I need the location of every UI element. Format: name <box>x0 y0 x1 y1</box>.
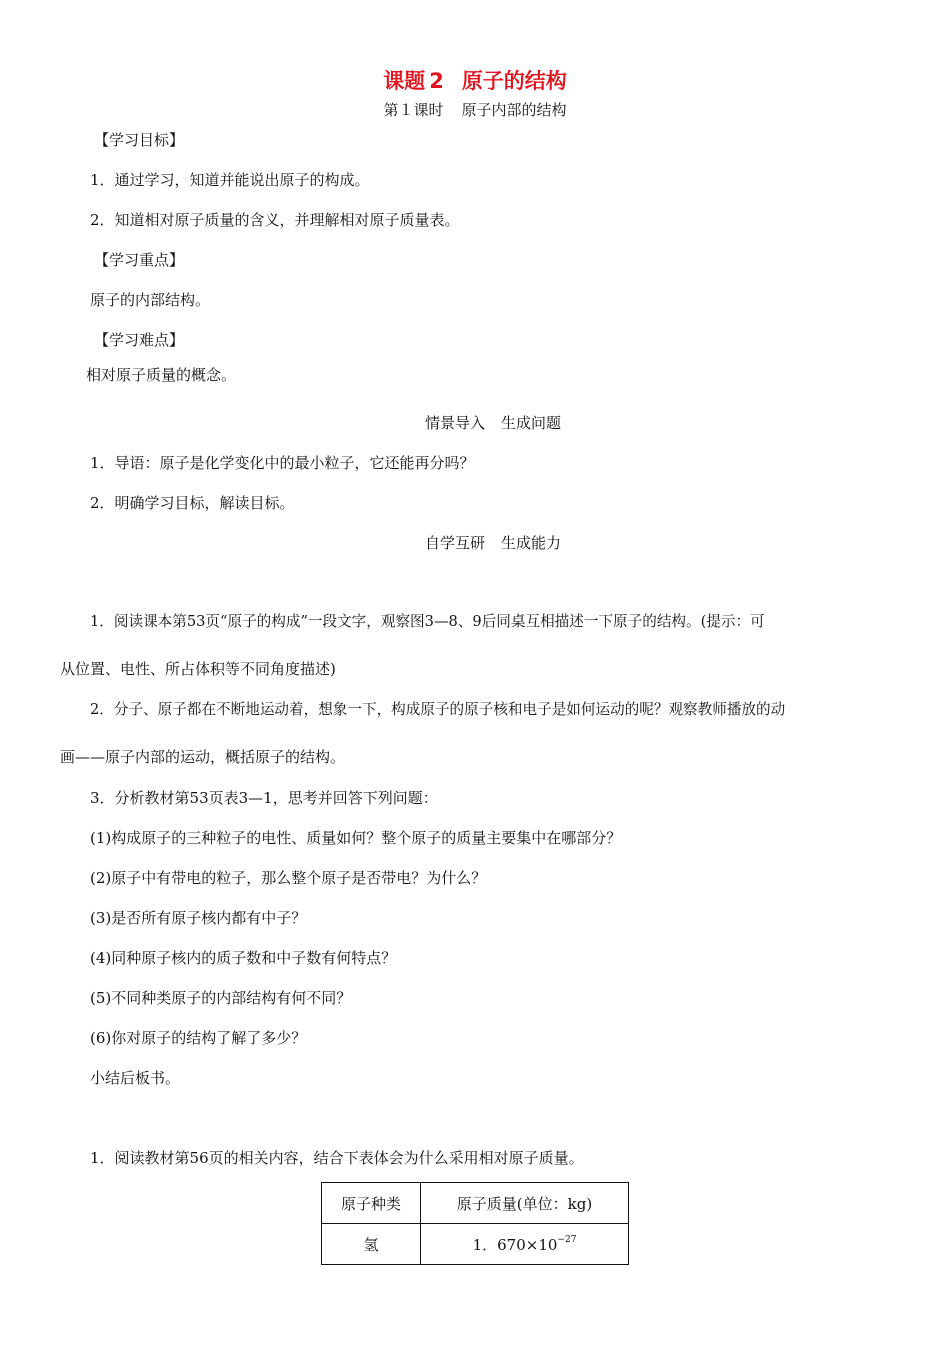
question-item-6: (6)你对原子的结构了解了多少？ <box>90 1029 307 1047</box>
page-subtitle <box>0 100 950 120</box>
self-study-paragraph-2-line-1: 2．分子、原子都在不断地运动着，想象一下，构成原子的原子核和电子是如何运动的呢？观察教师播放的动 <box>90 701 786 718</box>
title-number: 2 <box>429 69 444 93</box>
table-row <box>322 1224 629 1265</box>
self-study-paragraph-1-line-1: 1．阅读课本第53页“原子的构成”一段文字，观察图3—8、9后同桌互相描述一下原子的结构。(提示：可 <box>90 613 765 630</box>
question-item-4: (4)同种原子核内的质子数和中子数有何特点？ <box>90 949 397 967</box>
title-prefix: 课题 <box>383 69 426 93</box>
self-study-heading-right: 生成能力 <box>501 534 562 552</box>
self-study-paragraph-1-line-2: 从位置、电性、所占体积等不同角度描述) <box>60 660 336 678</box>
key-points-text: 原子的内部结构。 <box>90 291 211 309</box>
hydrogen-mass-exponent: −27 <box>557 1234 577 1245</box>
hydrogen-mass-mantissa: 1．670×10 <box>472 1235 558 1254</box>
difficulties-heading: 【学习难点】 <box>94 331 185 349</box>
self-study-paragraph-3: 3．分析教材第53页表3—1，思考并回答下列问题： <box>90 789 438 807</box>
table-cell-hydrogen-mass <box>421 1224 629 1265</box>
table-header-row <box>322 1183 629 1224</box>
objective-item-2: 2．知道相对原子质量的含义，并理解相对原子质量表。 <box>90 211 460 229</box>
question-item-2: (2)原子中有带电的粒子，那么整个原子是否带电？为什么？ <box>90 869 487 887</box>
scene-intro-item-2: 2．明确学习目标，解读目标。 <box>90 494 295 512</box>
objective-item-1: 1．通过学习，知道并能说出原子的构成。 <box>90 171 370 189</box>
table-cell-hydrogen: 氢 <box>322 1224 421 1265</box>
difficulties-text: 相对原子质量的概念。 <box>86 366 237 384</box>
subtitle-text: 原子内部的结构 <box>461 101 567 119</box>
question-item-5: (5)不同种类原子的内部结构有何不同？ <box>90 989 352 1007</box>
atom-mass-table <box>321 1182 629 1265</box>
self-study-heading <box>0 533 950 553</box>
table-header-atom-type: 原子种类 <box>322 1183 421 1224</box>
scene-intro-heading-left: 情景导入 <box>424 414 485 432</box>
key-points-heading: 【学习重点】 <box>94 251 185 269</box>
scene-intro-heading-right: 生成问题 <box>501 414 562 432</box>
self-study-paragraph-2-line-2: 画——原子内部的运动，概括原子的结构。 <box>60 748 346 766</box>
self-study-heading-left: 自学互研 <box>424 534 485 552</box>
title-text: 原子的结构 <box>461 69 567 93</box>
subtitle-lesson: 第１课时 <box>383 101 444 119</box>
scene-intro-heading <box>0 413 950 433</box>
question-item-1: (1)构成原子的三种粒子的电性、质量如何？整个原子的质量主要集中在哪部分？ <box>90 829 622 847</box>
table-header-atom-mass: 原子质量(单位：kg) <box>421 1183 629 1224</box>
relative-mass-intro: 1．阅读教材第56页的相关内容，结合下表体会为什么采用相对原子质量。 <box>90 1149 584 1167</box>
summary-text: 小结后板书。 <box>90 1069 181 1087</box>
question-item-3: (3)是否所有原子核内都有中子？ <box>90 909 307 927</box>
objectives-heading: 【学习目标】 <box>94 131 185 149</box>
page-title <box>0 68 950 94</box>
scene-intro-item-1: 1．导语：原子是化学变化中的最小粒子，它还能再分吗？ <box>90 454 475 472</box>
